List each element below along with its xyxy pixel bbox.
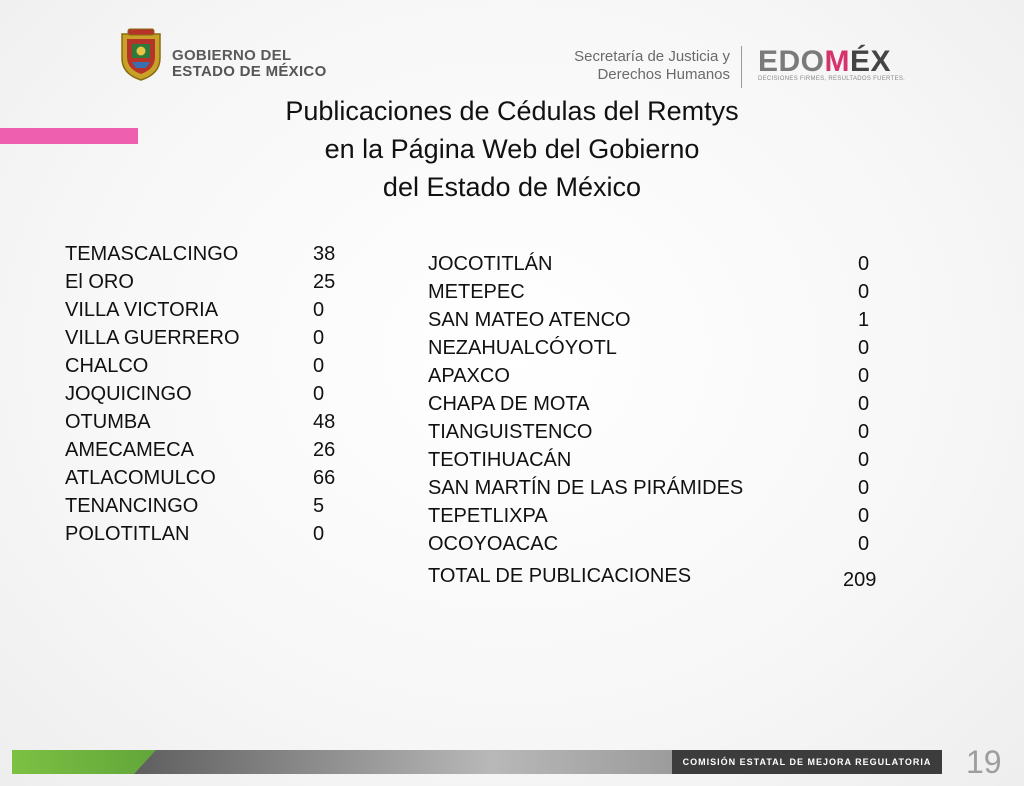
publication-count: 0 <box>858 393 870 415</box>
header-divider <box>741 46 742 88</box>
title-line3: del Estado de México <box>382 172 642 202</box>
edomex-suffix: ÉX <box>850 45 892 78</box>
publication-count: 0 <box>858 533 870 555</box>
gobierno-logo <box>118 28 340 86</box>
municipality-name: TENANCINGO <box>65 495 199 517</box>
list-item <box>428 306 870 334</box>
publication-count: 0 <box>858 337 870 359</box>
secretaria-line1: Secretaría de Justicia y <box>574 48 730 65</box>
municipality-name: SAN MARTÍN DE LAS PIRÁMIDES <box>428 477 744 499</box>
publication-count: 0 <box>858 281 870 303</box>
list-item <box>65 268 336 296</box>
publication-count: 26 <box>313 439 336 461</box>
publication-count: 66 <box>313 467 336 489</box>
list-item <box>428 390 870 418</box>
list-item <box>65 408 336 436</box>
list-item <box>65 380 325 408</box>
total-label: TOTAL DE PUBLICACIONES <box>428 565 692 587</box>
publication-count: 0 <box>313 299 325 321</box>
list-item <box>428 530 870 558</box>
list-item <box>428 250 870 278</box>
municipality-name: ATLACOMULCO <box>65 467 216 489</box>
footer-gray-segment <box>134 750 684 774</box>
municipality-name: JOCOTITLÁN <box>428 253 553 275</box>
municipality-name: APAXCO <box>428 365 510 387</box>
municipality-name: POLOTITLAN <box>65 523 190 545</box>
list-item <box>65 296 325 324</box>
coat-of-arms-icon <box>118 28 164 82</box>
list-item <box>65 352 325 380</box>
publication-count: 0 <box>858 505 870 527</box>
left-municipality-list <box>65 240 336 548</box>
municipality-name: OTUMBA <box>65 411 151 433</box>
gobierno-line1: GOBIERNO DEL <box>172 47 292 64</box>
publication-count: 0 <box>858 365 870 387</box>
list-item <box>428 278 870 306</box>
page-number: 19 <box>966 744 1002 780</box>
municipality-name: TEPETLIXPA <box>428 505 548 527</box>
municipality-name: NEZAHUALCÓYOTL <box>428 337 617 359</box>
list-item <box>65 464 336 492</box>
gobierno-line2: ESTADO DE MÉXICO <box>172 63 327 80</box>
publication-count: 0 <box>858 421 870 443</box>
list-item <box>65 492 325 520</box>
slide-title <box>212 92 812 206</box>
accent-bar <box>0 128 138 144</box>
publication-count: 0 <box>858 253 870 275</box>
list-item <box>65 324 325 352</box>
publication-count: 5 <box>313 495 325 517</box>
municipality-name: VILLA GUERRERO <box>65 327 240 349</box>
municipality-name: TEOTIHUACÁN <box>428 449 572 471</box>
municipality-name: JOQUICINGO <box>65 383 192 405</box>
publication-count: 0 <box>313 327 325 349</box>
title-line1: Publicaciones de Cédulas del Remtys <box>285 96 739 126</box>
header <box>0 0 1024 95</box>
publication-count: 1 <box>858 309 870 331</box>
right-municipality-list <box>428 250 870 558</box>
publication-count: 0 <box>313 523 325 545</box>
municipality-name: SAN MATEO ATENCO <box>428 309 631 331</box>
municipality-name: TEMASCALCINGO <box>65 243 239 265</box>
publication-count: 0 <box>313 383 325 405</box>
publication-count: 0 <box>858 449 870 471</box>
list-item <box>65 520 325 548</box>
list-item <box>428 418 870 446</box>
municipality-name: CHAPA DE MOTA <box>428 393 590 415</box>
publication-count: 25 <box>313 271 336 293</box>
total-value: 209 <box>843 569 877 591</box>
edomex-prefix: EDO <box>758 45 825 78</box>
footer-label: COMISIÓN ESTATAL DE MEJORA REGULATORIA <box>672 750 942 774</box>
municipality-name: VILLA VICTORIA <box>65 299 219 321</box>
list-item <box>428 446 870 474</box>
list-item <box>428 362 870 390</box>
secretaria-line2: Derechos Humanos <box>597 66 730 83</box>
list-item <box>428 474 870 502</box>
publication-count: 48 <box>313 411 336 433</box>
list-item <box>428 334 870 362</box>
publication-count: 38 <box>313 243 336 265</box>
list-item <box>65 240 336 268</box>
footer-bar <box>12 750 942 774</box>
municipality-name: OCOYOACAC <box>428 533 559 555</box>
edomex-logo <box>758 46 908 86</box>
title-line2: en la Página Web del Gobierno <box>324 134 700 164</box>
municipality-name: TIANGUISTENCO <box>428 421 593 443</box>
edomex-wordmark <box>758 46 891 78</box>
municipality-name: El ORO <box>65 271 134 293</box>
publication-count: 0 <box>313 355 325 377</box>
edomex-middle: M <box>824 45 851 78</box>
municipality-name: METEPEC <box>428 281 525 303</box>
list-item <box>65 436 336 464</box>
list-item <box>428 502 870 530</box>
edomex-tagline: DECISIONES FIRMES, RESULTADOS FUERTES. <box>758 76 906 82</box>
publication-count: 0 <box>858 477 870 499</box>
secretaria-label <box>540 48 730 84</box>
municipality-name: AMECAMECA <box>65 439 194 461</box>
municipality-name: CHALCO <box>65 355 149 377</box>
